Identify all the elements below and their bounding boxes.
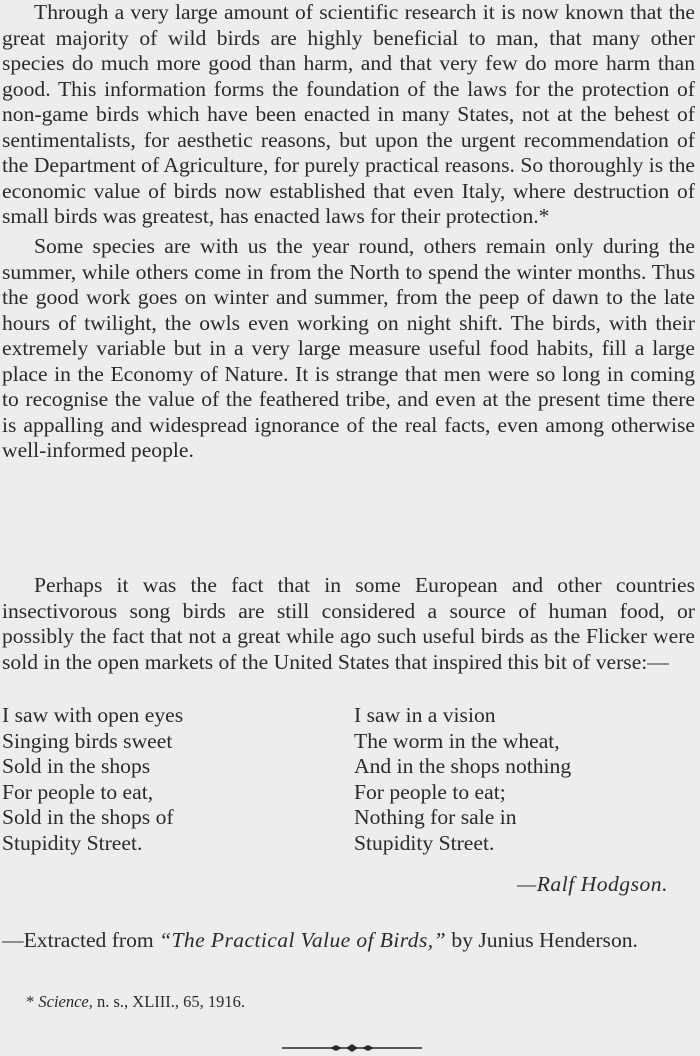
poem-line: Stupidity Street. xyxy=(354,830,495,855)
footnote-source: Science, xyxy=(38,992,93,1011)
poem-right-stanza xyxy=(354,703,571,856)
extract-prefix: —Extracted from xyxy=(2,928,160,952)
poem-line: Sold in the shops xyxy=(2,754,151,778)
poem-line: I saw in a vision xyxy=(354,703,496,727)
footnote-marker: * xyxy=(26,992,39,1011)
extract-suffix: by Junius Henderson. xyxy=(446,928,638,952)
paragraph-2: Some species are with us the year round, others remain only during the summer, while others come in from the North to spend the winter months. Thus the good work goes on winter and summer, from the peep of dawn to the late hours of twilight, the owls even working on night shift. The birds, with their extremely variable but in a very large measure useful food habits, fill a large place in the Economy of Nature. It is strange that men were so long in coming to recognise the value of the feathered tribe, and even at the present time there is appalling and widespread ignorance of the real facts, even among otherwise well-informed people. xyxy=(2,234,695,462)
footnote-details: n. s., XLIII., 65, 1916. xyxy=(92,992,246,1011)
poem-line: And in the shops nothing xyxy=(354,754,572,778)
poem-line: For people to eat; xyxy=(354,779,506,804)
paragraph-1: Through a very large amount of scientific research it is now known that the great majority of wild birds are highly beneficial to man, that many other species do much more good than harm, and that very few do more harm than good. This information forms the foundation of the laws for the protection of non-game birds which have been enacted in many States, not at the behest of sentimentalists, for aesthetic reasons, but upon the urgent recommendation of the Department of Agriculture, for purely practical reasons. So thoroughly is the economic value of birds now established that even Italy, where destruction of small birds was greatest, has enacted laws for their protection.* xyxy=(2,0,695,228)
poem-line: Sold in the shops of xyxy=(2,805,174,829)
poem-line: I saw with open eyes xyxy=(2,703,184,727)
poem-line: Nothing for sale in xyxy=(354,805,517,829)
poem-left-stanza xyxy=(2,703,183,856)
footnote xyxy=(26,992,245,1012)
ornament-divider-icon xyxy=(282,1043,422,1053)
paragraph-3: Perhaps it was the fact that in some European and other countries insectivorous song birds are still considered a source of human food, or possibly the fact that not a great while ago such useful birds as the Flicker were sold in the open markets of the United States that inspired this bit of verse:— xyxy=(2,573,695,674)
poem-line: The worm in the wheat, xyxy=(354,728,560,753)
poem-attribution: —Ralf Hodgson. xyxy=(517,872,668,896)
extract-title: “The Practical Value of Birds,” xyxy=(159,928,447,952)
poem-line: For people to eat, xyxy=(2,779,154,804)
extract-credit xyxy=(2,928,695,954)
poem-line: Stupidity Street. xyxy=(2,830,143,855)
poem-line: Singing birds sweet xyxy=(2,728,173,753)
